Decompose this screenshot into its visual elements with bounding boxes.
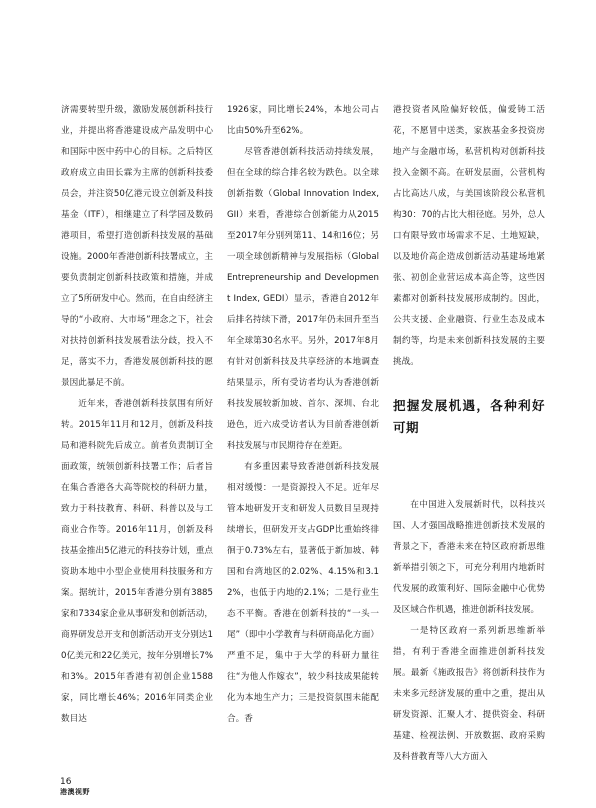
- page-number: 16: [60, 777, 72, 787]
- paragraph: 一是特区政府一系列新思维新举措，有利于香港全面推进创新科技发展。最新《施政报告》将创新科技作为未来多元经济发展的重中之重，提出从研发资源、汇聚人才、提供资金、科研基建、检视法例、开放数据、政府采购及科普教育等八大方面入: [393, 626, 545, 762]
- paragraph: 有多重因素导致香港创新科技发展相对缓慢：一是资源投入不足。近年尽管本地研发开支和研发人员数目呈现持续增长，但研发开支占GDP比重始终徘徊于0.73%左右，显著低于新加坡、韩国和台湾地区的2.02%、4.15%和3.12%，也低于内地的2.1%；二是行业生态不平衡。香港在创新科技的“一头一尾”（即中小学教育与科研商品化方面）严重不足，集中于大学的科研力量往往“为他人作嫁衣”，较少科技成果能转化为本地生产力；三是投资氛围未能配合。香: [227, 462, 379, 724]
- paragraph: 港投资者风险偏好较低，偏爱铸工活花，不愿冒中送类，家族基金多投资房地产与金融市场，私营机构对创新科技投入金额不高。在研发层面，公营机构占比高达八成，与美国该阶段公私营机构30：70的占比大相径庭。另外，总人口有限导致市场需求不足、土地短缺，以及地价高企造成创新活动基建场地紧张、初创企业营运成本高企等，这些因素都对创新科技发展形成制约。因此，公共支援、企业融资、行业生态及成本制约等，均是未来创新科技发展的主要挑战。: [393, 105, 545, 367]
- text-column-1: [61, 100, 213, 730]
- magazine-logo: 港澳视野: [60, 788, 90, 796]
- paragraph: 尽管香港创新科技活动持续发展，但在全球的综合排名较为跌色。以全球创新指数（Global Innovation Index, GII）来看，香港综合创新能力从2015至2017年分别列第11、14和16位；另一项全球创新精神与发展指标（Global Entrepreneurship and Development Index, GEDI）显示，香港自2012年后排名持续下滑，2017年仍未回升至当年全球第30名水平。另外，2017年8月有针对创新科技及共享经济的本地调查结果显示，所有受访者均认为香港创新科技发展较新加坡、首尔、深圳、台北逊色，近六成受访者认为目前香港创新科技发展与市民期待存在差距。: [227, 147, 379, 451]
- text-column-2: [227, 100, 379, 730]
- section-heading: 把握发展机遇，各种利好可期: [393, 398, 545, 435]
- paragraph: 在中国进入发展新时代，以科技兴国、人才强国战略推进创新技术发展的背景之下，香港未来在特区政府新思维新举措引领之下，可充分利用内地新时代发展的政策利好、国际金融中心优势及区域合作机遇，推进创新科技发展。: [393, 500, 545, 615]
- text-column-3: [393, 100, 545, 768]
- paragraph: 近年来，香港创新科技氛围有所好转。2015年11月和12月，创新及科技局和港科院先后成立。前者负责制订全面政策，统领创新科技署工作；后者旨在集合香港各大高等院校的科研力量，致力于科技教育、科研、科普以及与工商业合作等。2016年11月，创新及科技基金推出5亿港元的科技券计划，重点资助本地中小型企业使用科技服务和方案。据统计，2015年香港分别有3885家和7334家企业从事研发和创新活动，商界研发总开支和创新活动开支分别达10亿美元和22亿美元，按年分别增长7%和3%。2015年香港有初创企业1588家，同比增长46%；2016年同类企业数目达: [61, 399, 213, 724]
- paragraph: 济需要转型升级，激励发展创新科技行业，并提出将香港建设成产品发明中心和国际中医中药中心的目标。之后特区政府成立由田长霖为主席的创新科技委员会，并注资50亿港元设立创新及科技基金（ITF），相继建立了科学园及数码港项目，希望打造创新科技发展的基础设施。2000年香港创新科技署成立，主要负责制定创新科技政策和措施，并成立了5所研发中心。然而，在自由经济主导的“小政府、大市场”理念之下，社会对扶持创新科技发展看法分歧，投入不足，落实不力，香港发展创新科技的愿景因此暴足不前。: [61, 105, 213, 388]
- paragraph: 1926家，同比增长24%，本地公司占比由50%升至62%。: [227, 105, 379, 136]
